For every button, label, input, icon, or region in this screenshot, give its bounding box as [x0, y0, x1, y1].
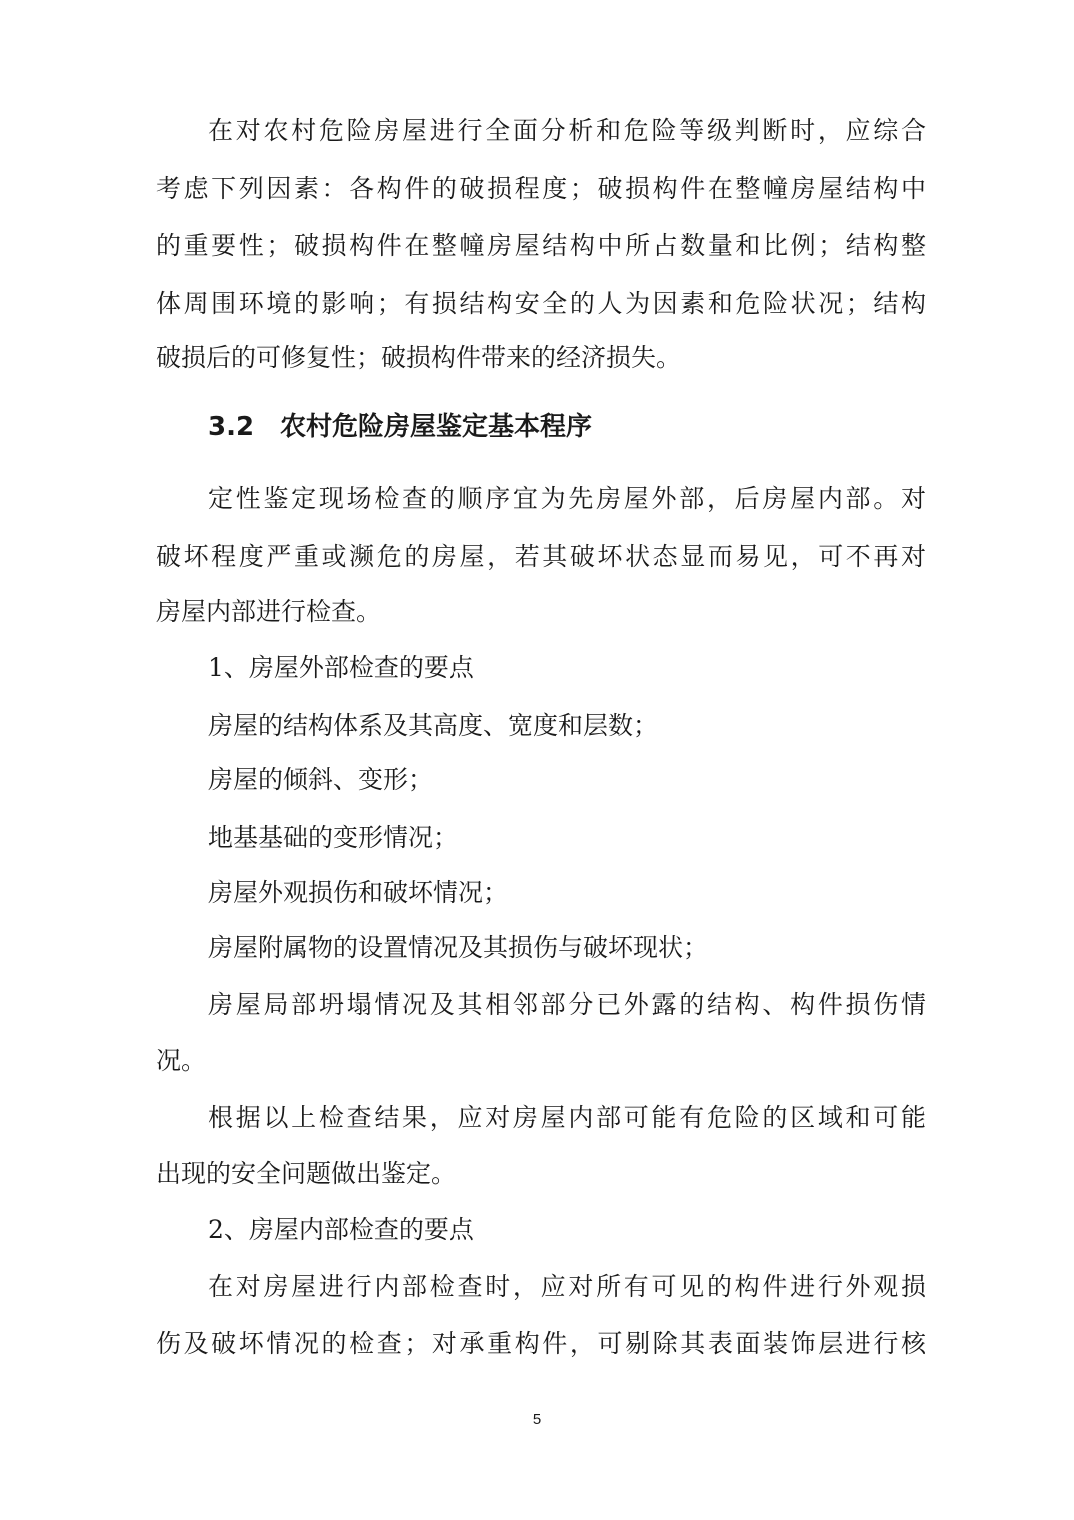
- paragraph-1-line-4: 体周围环境的影响；有损结构安全的人为因素和危险状况；结构: [156, 289, 926, 318]
- exterior-check-item-4: 房屋外观损伤和破坏情况；: [208, 878, 509, 907]
- paragraph-1-line-1: 在对农村危险房屋进行全面分析和危险等级判断时，应综合: [208, 116, 926, 145]
- paragraph-3-line-2: 出现的安全问题做出鉴定。: [156, 1159, 457, 1188]
- exterior-check-item-5: 房屋附属物的设置情况及其损伤与破坏现状；: [208, 933, 709, 962]
- section-title: 农村危险房屋鉴定基本程序: [280, 412, 593, 442]
- section-heading: [208, 410, 592, 444]
- exterior-check-item-2: 房屋的倾斜、变形；: [208, 765, 434, 794]
- page-number: 5: [532, 1411, 542, 1428]
- exterior-check-item-6-line-2: 况。: [156, 1046, 207, 1075]
- exterior-check-item-6-line-1: 房屋局部坍塌情况及其相邻部分已外露的结构、构件损伤情: [208, 990, 926, 1019]
- paragraph-2-line-3: 房屋内部进行检查。: [156, 597, 382, 626]
- section-number: 3.2: [208, 412, 255, 442]
- paragraph-1-line-2: 考虑下列因素：各构件的破损程度；破损构件在整幢房屋结构中: [156, 174, 926, 203]
- exterior-check-item-3: 地基基础的变形情况；: [208, 823, 459, 852]
- exterior-check-item-1: 房屋的结构体系及其高度、宽度和层数；: [208, 711, 659, 740]
- paragraph-1-line-5: 破损后的可修复性；破损构件带来的经济损失。: [156, 343, 682, 372]
- paragraph-2-line-2: 破坏程度严重或濒危的房屋，若其破坏状态显而易见，可不再对: [156, 542, 926, 571]
- interior-check-line-1: 在对房屋进行内部检查时，应对所有可见的构件进行外观损: [208, 1272, 926, 1301]
- interior-check-line-2: 伤及破坏情况的检查；对承重构件，可剔除其表面装饰层进行核: [156, 1329, 926, 1358]
- paragraph-1-line-3: 的重要性；破损构件在整幢房屋结构中所占数量和比例；结构整: [156, 231, 926, 260]
- interior-check-title: 2、房屋内部检查的要点: [208, 1215, 474, 1244]
- paragraph-3-line-1: 根据以上检查结果，应对房屋内部可能有危险的区域和可能: [208, 1103, 926, 1132]
- exterior-check-title: 1、房屋外部检查的要点: [208, 653, 474, 682]
- paragraph-2-line-1: 定性鉴定现场检查的顺序宜为先房屋外部，后房屋内部。对: [208, 484, 926, 513]
